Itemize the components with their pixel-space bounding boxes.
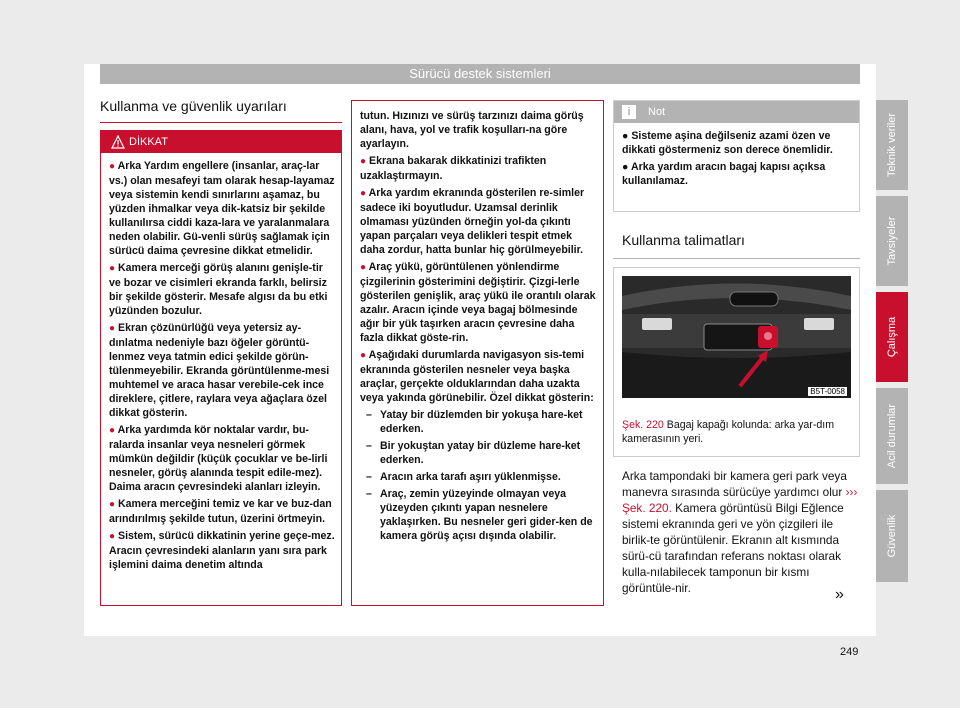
bullet-icon: ● <box>109 263 116 274</box>
warning-item: ● Kamera merceğini temiz ve kar ve buz-dan arındırılmış şekilde tutun, üzerini örtmeyin. <box>109 498 332 525</box>
warning-box-continued <box>351 100 604 606</box>
figure-reference-link[interactable]: ››› Şek. 220. <box>622 485 858 515</box>
body-text: Arka tampondaki bir kamera geri park veya manevra sırasında sürücüye yardımcı olur ››› Şek. 220. Kamera görüntüsü Bilgi Eğlence sistemi ekranında geri ve yön çizgileri ile birlik-te görüntülenir. Ekranın alt kısmında sürü-cü tarafından referans noktası olarak kulla-nılabilecek tamponun bir kısmı görüntüle-nir. <box>622 469 858 595</box>
warning-icon <box>111 135 125 149</box>
page-header: Sürücü destek sistemleri <box>100 64 860 84</box>
warning-item: ● Ekran çözünürlüğü veya yetersiz ay-dınlatma nedeniyle bazı öğeler görüntü-lenmez veya tatmin edici şekilde görün-tülenmeyebilir. Ekranda görüntülenme-mesi muhtemel ve araca hasar verebile-cek ince direklere, çitlere, raylara veya ağaçlara özel dikkat gösterin. <box>109 322 330 419</box>
figure-label: Şek. 220 <box>622 419 664 431</box>
bullet-icon: ● <box>109 531 116 542</box>
warning-item: ● Aşağıdaki durumlarda navigasyon sis-temi ekranında gösterilen nesneler veya başka araçlar, gerçekte olduklarından daha uzakta veya yakında görünebilir. Özel dikkat gösterin: <box>360 349 594 404</box>
warning-subitem: – Bir yokuştan yatay bir düzleme hare-ket ederken. <box>366 440 581 466</box>
figure-caption: Şek. 220 Bagaj kapağı kolunda: arka yar-dım kamerasının yeri. <box>622 419 835 445</box>
camera-photo <box>622 276 851 398</box>
figure <box>613 267 860 457</box>
bullet-icon: ● <box>360 350 367 361</box>
section-title: Kullanma ve güvenlik uyarıları <box>100 98 287 114</box>
warning-header <box>101 131 341 153</box>
bullet-icon: ● <box>360 262 367 273</box>
warning-item: ● Arka Yardım engellere (insanlar, araç-lar vs.) olan mesafeyi tam olarak hesap-layamaz veya sistemin kendi sınırlarını aşamaz, bu yüzden ihmalkar veya dik-katsiz bir şekilde kullanılırsa ciddi kaza-lara ve yaralanmalara neden olabilir. Gü-venli sürüş sağlamak için sürücü daima çevresine dikkat etmelidir. <box>109 160 335 257</box>
note-item: ● Sisteme aşina değilseniz azami özen ve dikkati göstermeniz son derece önemlidir. <box>622 130 833 156</box>
warning-title: DİKKAT <box>129 136 168 148</box>
info-icon: i <box>622 105 636 119</box>
bullet-icon: ● <box>109 161 116 172</box>
note-box <box>613 100 860 212</box>
bullet-icon: ● <box>109 499 116 510</box>
bullet-icon: ● <box>109 323 116 334</box>
tab-tavsiyeler[interactable]: Tavsiyeler <box>876 196 908 286</box>
tab-calisma[interactable]: Çalışma <box>876 292 908 382</box>
warning-subitem: – Araç, zemin yüzeyinde olmayan veya yüzeyden çıkıntı yapan nesnelere yaklaşırken. Bu nesneler geri gider-ken de kamera görüş açısı dışında olabilir. <box>366 488 593 542</box>
bullet-icon: ● <box>360 188 367 199</box>
tab-guvenlik[interactable]: Güvenlik <box>876 490 908 582</box>
section-divider <box>100 122 342 123</box>
tab-teknik-veriler[interactable]: Teknik veriler <box>876 100 908 190</box>
subsection-divider <box>613 258 860 259</box>
bullet-icon: ● <box>360 156 367 167</box>
page-number: 249 <box>840 646 859 658</box>
note-item: ● Arka yardım aracın bagaj kapısı açıksa kullanılamaz. <box>622 161 826 187</box>
warning-subitem: – Yatay bir düzlemden bir yokuşa hare-ket ederken. <box>366 409 583 435</box>
warning-box <box>100 130 342 606</box>
warning-item: ● Kamera merceği görüş alanını genişle-tir ve bozar ve cisimleri ekranda farklı, belirsiz bir şekilde gösterir. Mesafe algısı da bu etki yüzünden bozulur. <box>109 262 328 317</box>
note-header <box>614 101 859 123</box>
warning-item: ● Arka yardım ekranında gösterilen re-simler sadece iki boyutludur. Uzamsal derinlik olmaması yüzünden örneğin yol-da çıkıntı yapan parçaları veya delikleri tespit etmek daha zordur, hatta bunlar hiç görülmeyebilir. <box>360 187 585 256</box>
note-body <box>614 123 859 188</box>
tailgate-illustration <box>622 276 851 398</box>
tab-acil-durumlar[interactable]: Acil durumlar <box>876 388 908 484</box>
bullet-icon: ● <box>109 425 116 436</box>
continue-marker: » <box>835 586 844 603</box>
figure-code: B5T-0058 <box>810 387 845 396</box>
warning-body <box>109 159 335 575</box>
warning-intro: tutun. Hızınızı ve sürüş tarzınızı daima görüş alanı, hava, yol ve trafik koşulları-na göre ayarlayın. <box>360 110 584 150</box>
warning-item: ● Arka yardımda kör noktalar vardır, bu-ralarda insanlar veya nesneleri görmek mümkün değildir (küçük çocuklar ve be-lirli nesneler, görüş alanında tespit edile-mez). Daima aracın çevresindeki alanları izleyin. <box>109 424 328 493</box>
warning-item: ● Ekrana bakarak dikkatinizi trafikten uzaklaştırmayın. <box>360 155 547 182</box>
warning-body <box>360 109 597 546</box>
warning-subitem: – Aracın arka tarafı aşırı yüklenmişse. <box>366 471 561 483</box>
note-title: Not <box>648 106 666 118</box>
warning-item: ● Sistem, sürücü dikkatinin yerine geçe-mez. Aracın çevresindeki alanların yanı sıra park işlemini daima denetim altında <box>109 530 335 571</box>
subsection-title: Kullanma talimatları <box>622 232 745 248</box>
warning-item: ● Araç yükü, görüntülenen yönlendirme çizgilerinin gösterimini değiştirir. Çizgi-lerle gösterilen genişlik, araç yükü ile orantılı olarak azalır. Aracın içinde veya bagaj bölmesinde ağır bir yük taşırken aracın çevresine daha fazla dikkat göste-rin. <box>360 261 596 344</box>
